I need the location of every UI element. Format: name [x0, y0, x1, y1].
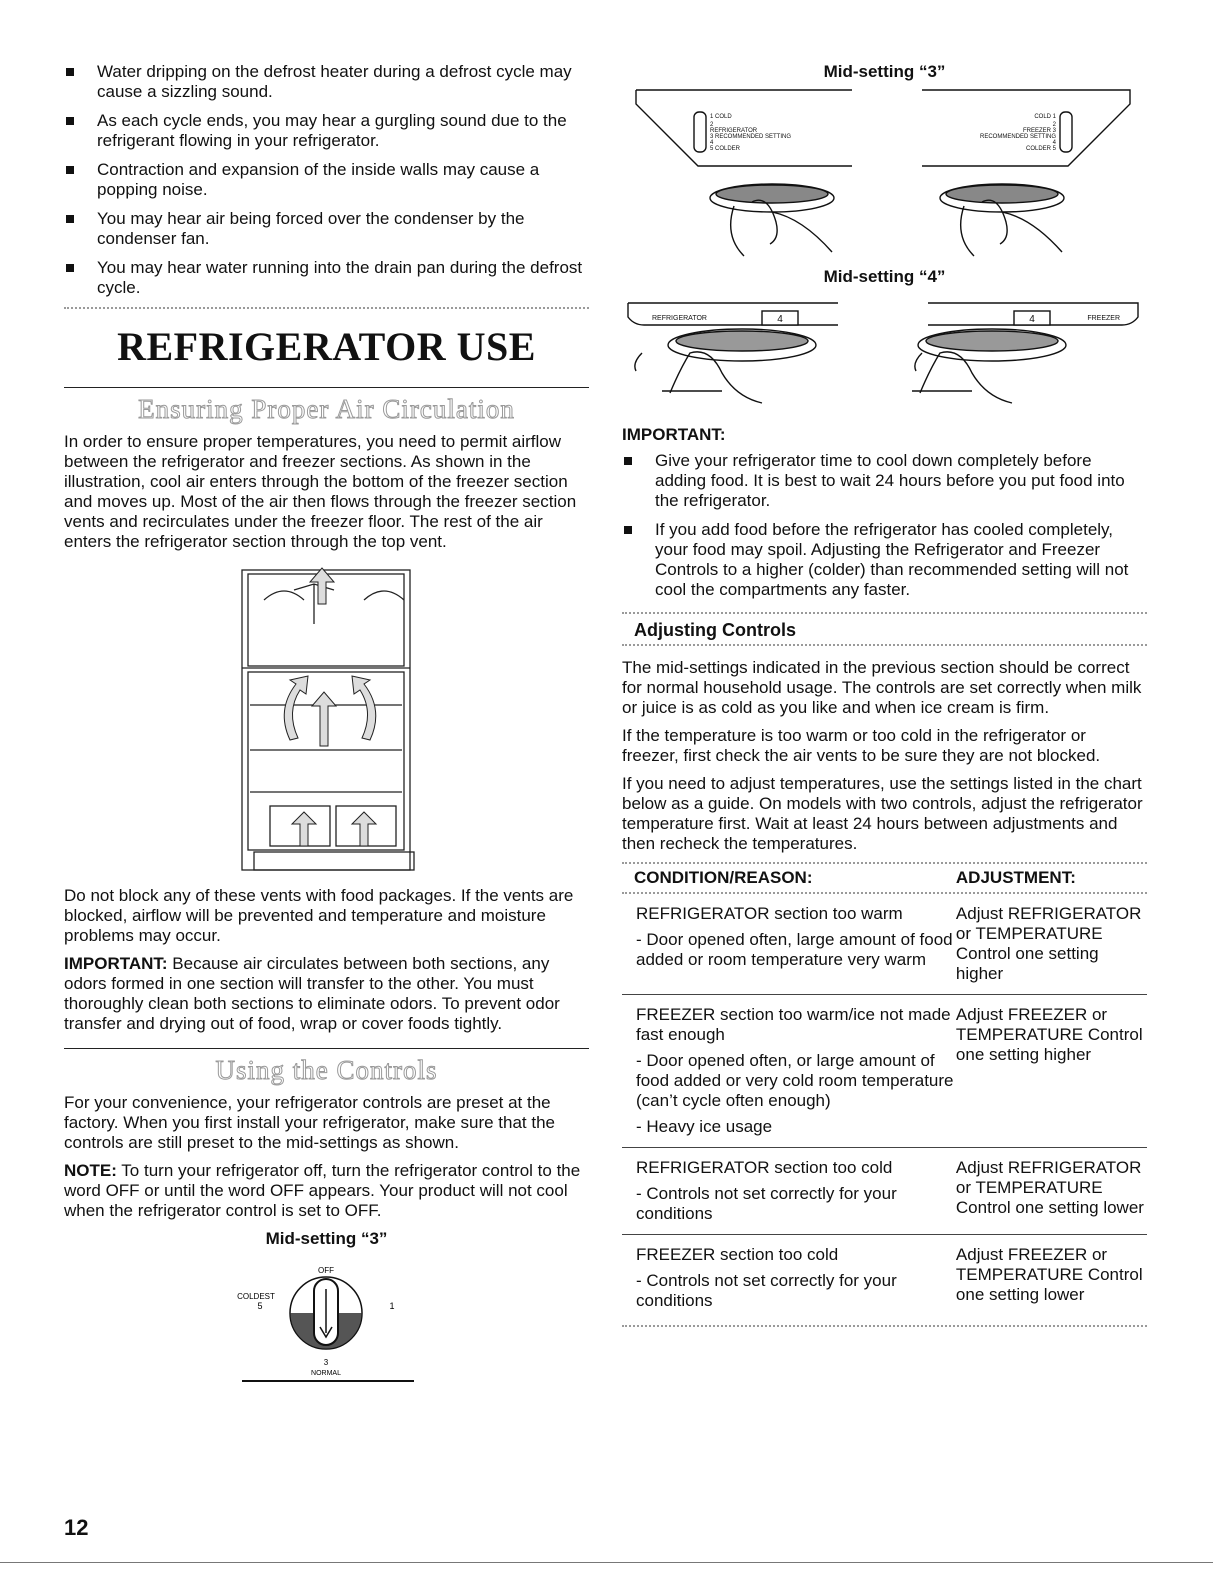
list-item: Water dripping on the defrost heater during a defrost cycle may cause a sizzling sound.	[64, 62, 589, 102]
condition-text: FREEZER section too warm/ice not made fast enough	[636, 1005, 951, 1044]
fig1-right-line: FREEZER 3	[1022, 128, 1056, 134]
page-bottom-rule	[0, 1562, 1213, 1563]
right-column	[622, 62, 1147, 1327]
page-number: 12	[64, 1515, 89, 1540]
important-label: IMPORTANT:	[64, 954, 168, 973]
adjustment-text: Adjust REFRIGERATOR or TEMPERATURE Control one setting higher	[956, 894, 1147, 995]
divider	[64, 1048, 589, 1049]
condition-text: REFRIGERATOR section too warm	[636, 904, 903, 923]
divider	[64, 387, 589, 388]
list-item: You may hear air being forced over the condenser by the condenser fan.	[64, 209, 589, 249]
dial-caption: Mid-setting “3”	[265, 1229, 388, 1248]
fig2-right-number: 4	[1029, 314, 1035, 325]
mid-setting-4-illustration	[622, 293, 1147, 423]
section-heading-air-circulation: Ensuring Proper Air Circulation	[138, 394, 515, 424]
table-header-adjustment: ADJUSTMENT:	[955, 868, 1076, 887]
fig1-right-line: COLDER 5	[1025, 146, 1056, 152]
dial-normal-label: NORMAL	[311, 1370, 341, 1377]
important-text: Because air circulates between both sections, any odors formed in one section will transfer to the other. You must thoroughly clean both sections to eliminate odors. To prevent odor transfer and drying out of food, wrap or cover foods tightly.	[64, 954, 560, 1033]
reason-text: - Door opened often, large amount of food added or room temperature very warm	[636, 930, 953, 969]
table-row	[622, 894, 1147, 995]
dial-off-label: OFF	[318, 1266, 334, 1275]
section-heading-using-controls: Using the Controls	[215, 1055, 438, 1085]
fig1-right-line: COLD 1	[1034, 114, 1056, 120]
note-paragraph	[64, 1161, 589, 1221]
table-row	[622, 1235, 1147, 1322]
dial-3-label: 3	[323, 1358, 329, 1367]
list-item: You may hear water running into the drain pan during the defrost cycle.	[64, 258, 589, 298]
important-bullets	[622, 451, 1147, 600]
condition-text: FREEZER section too cold	[636, 1245, 839, 1264]
left-column	[64, 62, 589, 1383]
reason-text: - Controls not set correctly for your conditions	[636, 1271, 897, 1310]
adjusting-paragraph-3: If you need to adjust temperatures, use the settings listed in the chart below as a guide. On models with two controls, adjust the refrigerator temperature first. Wait at least 24 hours between adjustments and then recheck the temperatures.	[622, 774, 1143, 853]
page-title: REFRIGERATOR USE	[117, 324, 536, 369]
fig2-freezer-label: FREEZER	[1087, 315, 1120, 322]
condition-text: REFRIGERATOR section too cold	[636, 1158, 893, 1177]
adjustment-text: Adjust FREEZER or TEMPERATURE Control one setting higher	[956, 995, 1147, 1148]
table-header-condition: CONDITION/REASON:	[634, 868, 813, 887]
dotted-divider	[622, 612, 1147, 614]
adjustment-table	[622, 864, 1147, 1321]
fig1-right-line: 2	[1052, 122, 1056, 128]
list-item: Give your refrigerator time to cool down completely before adding food. It is best to wait 24 hours before you put food into the refrigerator.	[622, 451, 1147, 511]
air-circulation-paragraph: In order to ensure proper temperatures, you need to permit airflow between the refrigerator and freezer sections. As shown in the illustration, cool air enters through the bottom of the freezer section and moves up. Most of the air then flows through the freezer section vents and recirculates under the freezer floor. The rest of the air enters the refrigerator section through the top vent.	[64, 432, 577, 551]
dotted-divider	[64, 307, 589, 309]
important-heading: IMPORTANT:	[622, 425, 726, 444]
dial-1-label: 1	[389, 1301, 395, 1311]
fig1-left-line: 3 RECOMMENDED SETTING	[710, 134, 792, 140]
control-dial-illustration	[64, 1253, 589, 1383]
mid-setting-4-caption: Mid-setting “4”	[823, 267, 946, 286]
dial-5-label: 5	[257, 1301, 263, 1311]
dotted-divider	[622, 644, 1147, 646]
sound-bullets	[64, 62, 589, 298]
reason-text: - Controls not set correctly for your conditions	[636, 1184, 897, 1223]
table-row	[622, 1148, 1147, 1235]
list-item: If you add food before the refrigerator has cooled completely, your food may spoil. Adjusting the Refrigerator and Freezer Controls to a higher (colder) than recommended setting will not cool the compartments any faster.	[622, 520, 1147, 600]
list-item: Contraction and expansion of the inside walls may cause a popping noise.	[64, 160, 589, 200]
note-text: To turn your refrigerator off, turn the refrigerator control to the word OFF or until the word OFF appears. Your product will not cool when the refrigerator control is set to OFF.	[64, 1161, 581, 1220]
vents-warning-paragraph: Do not block any of these vents with food packages. If the vents are blocked, airflow will be prevented and temperature and moisture problems may occur.	[64, 886, 574, 945]
reason-text: - Door opened often, or large amount of food added or very cold room temperature (can’t cycle often enough)	[636, 1051, 954, 1110]
fig1-right-line: RECOMMENDED SETTING	[979, 134, 1056, 140]
fig1-left-line: 5 COLDER	[710, 146, 741, 152]
list-item: As each cycle ends, you may hear a gurgling sound due to the refrigerant flowing in your refrigerator.	[64, 111, 589, 151]
adjustment-text: Adjust FREEZER or TEMPERATURE Control one setting lower	[955, 1245, 1143, 1304]
mid-setting-3-illustration	[622, 82, 1147, 267]
dial-coldest-label: COLDEST	[237, 1292, 275, 1301]
fig1-left-line: REFRIGERATOR	[710, 128, 758, 134]
fig1-left-line: 4	[710, 140, 714, 146]
adjustment-text: Adjust REFRIGERATOR or TEMPERATURE Control one setting lower	[956, 1148, 1147, 1235]
important-paragraph	[64, 954, 589, 1034]
adjusting-paragraph-1: The mid-settings indicated in the previous section should be correct for normal household usage. The controls are set correctly when milk or juice is as cold as you like and when ice cream is firm.	[622, 658, 1142, 717]
controls-paragraph: For your convenience, your refrigerator controls are preset at the factory. When you first install your refrigerator, make sure that the controls are still preset to the mid-settings as shown.	[64, 1093, 555, 1152]
adjusting-controls-heading: Adjusting Controls	[634, 620, 796, 640]
table-row	[622, 995, 1147, 1148]
fig1-left-line: 2	[710, 122, 714, 128]
fig1-right-line: 4	[1052, 140, 1056, 146]
adjusting-paragraph-2: If the temperature is too warm or too cold in the refrigerator or freezer, first check the air vents to be sure they are not blocked.	[622, 726, 1101, 765]
reason-text: - Heavy ice usage	[636, 1117, 773, 1136]
fig2-refrigerator-label: REFRIGERATOR	[652, 315, 707, 322]
airflow-illustration	[64, 560, 589, 880]
fig1-left-line: 1 COLD	[710, 114, 732, 120]
fig2-left-number: 4	[777, 314, 783, 325]
note-label: NOTE:	[64, 1161, 117, 1180]
mid-setting-3-caption: Mid-setting “3”	[823, 62, 946, 81]
dotted-divider	[622, 1325, 1147, 1327]
